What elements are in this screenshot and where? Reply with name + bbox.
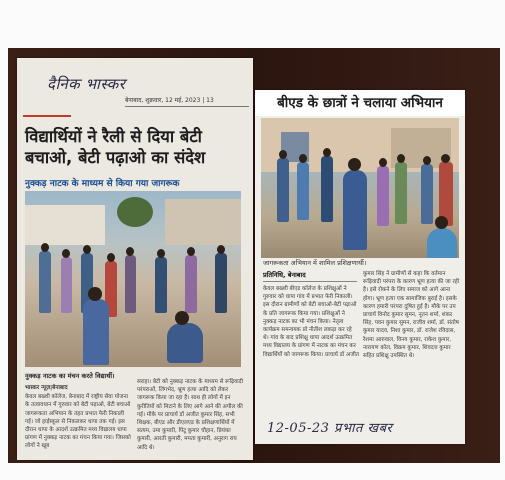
right-newspaper-clipping (255, 90, 465, 444)
dateline: बेनाबाद, शुक्रवार, 12 मई, 2023 | 13 (125, 96, 249, 107)
column-byline: भास्कर न्यूज़|बेनाबाद (25, 385, 68, 391)
article-column-1 (25, 384, 133, 451)
date-source-handwriting: 12-05-23 प्रभात खबर (267, 421, 393, 436)
masthead-handwriting: दैनिक भास्कर (47, 75, 126, 93)
headline: विद्यार्थियों ने रैली से दिया बेटी बचाओ, बेटी पढ़ाओ का संदेश (25, 127, 206, 167)
rally-photo (25, 191, 241, 367)
column-1-text: केवल बख्शी कॉलेज, बेनाबाद में राष्ट्रीय सेवा योजना के तत्वावधान में गुरुवार को बेटी पढ़ाओ, बेटी बचाओ जागरूकता अभियान के तहत प्रभात फेरी निकाली गई। जो हाईस्कूल से निकलकर धापा तक गई। इस दौरान धापा के आदर्श उत्क्रमित मध्य विद्यालय धापा प्रांगण में नुक्कड़ नाटक का मंचन किया गया। जिसको लोगों ने खूब (25, 394, 131, 450)
article-column-2: कुमार सिंह ने ग्रामीणों से कहा कि वर्तमान रूढ़िवादी परंपरा के कारण भ्रूण हत्या की जा रही है। इसे रोकने के लिए समाज को आगे आना होगा। भ्रूण हत्या एक सामाजिक बुराई है। इसके कारण हमारी परंपरा दूषित हुई है। मौके पर उप प्राचार्य विनोद कुमार सुमन, नूतन शर्मा, शंकर सिंह, पवन कुमार सुमन, राजीव शर्मा, डॉ. संतोष कुमार यादव, निशा कुमार, डॉ. राजेश रविदास, रेशमा आरुवाल, विनय कुमार, राकेश कुमार, नारायण कोल, विक्रम कुमार, शिवदत्त कुमार सहित प्रशिक्षु उपस्थित थे। (363, 271, 460, 360)
byline: प्रतिनिधि, बेनाबाद (263, 270, 357, 282)
article-column-2: सराहा। बेटी को नुक्कड़ नाटक के माध्यम से रूढ़िवादी परंपराओं, लिंगभेद, भ्रूण हत्या आदि को लेकर जागरूक किया जा रहा है। साथ ही लोगों में इन कुरीतियों को मिटाने के लिए आगे आने की अपील की गई। मौके पर प्राचार्य डॉ अजीत कुमार सिंह, सभी शिक्षक, बीएड और डीएलएड के प्रशिक्षणार्थियों में सत्यम, उमा कुमारी, पिंटू कुमार चौहान, प्रियंका कुमारी, आरती कुमारी, ममता कुमारी, अनुराग राय आदि थे। (137, 379, 244, 451)
article-column-1: केवल बख्शी बीएड कॉलेज के प्रशिक्षुओं ने गुरुवार को धापा गांव में प्रभात फेरी निकाली। इस दौरान ग्रामीणों को बेटी बचाओ-बेटी पढ़ाओ के प्रति जागरूक किया गया। प्रशिक्षुओं ने नुक्कड़ नाटक का भी मंचन किया। नेतृत्व कार्यक्रम समन्वयक प्रो नीतीश लकड़ा कर रहे थे। गांव के बाद प्रशिक्षु धापा आदर्श उत्क्रमित मध्य विद्यालय के प्रांगण में नाटक का मंचन कर विद्यार्थियों को जागरूक किया। प्राचार्य डॉ अजीत (263, 286, 359, 358)
campaign-photo (261, 118, 459, 258)
photo-caption: नुक्कड़ नाटक का मंचन करते विद्यार्थी। (25, 372, 115, 380)
headline: बीएड के छात्रों ने चलाया अभियान (255, 90, 465, 116)
photo-caption: जागरूकता अभियान में शामिल प्रशिक्षणार्थी। (263, 259, 367, 267)
subheadline: नुक्कड़ नाटक के माध्यम से किया गया जागरूक (25, 179, 180, 189)
red-accent-bar (23, 115, 71, 117)
left-newspaper-clipping (17, 58, 253, 460)
